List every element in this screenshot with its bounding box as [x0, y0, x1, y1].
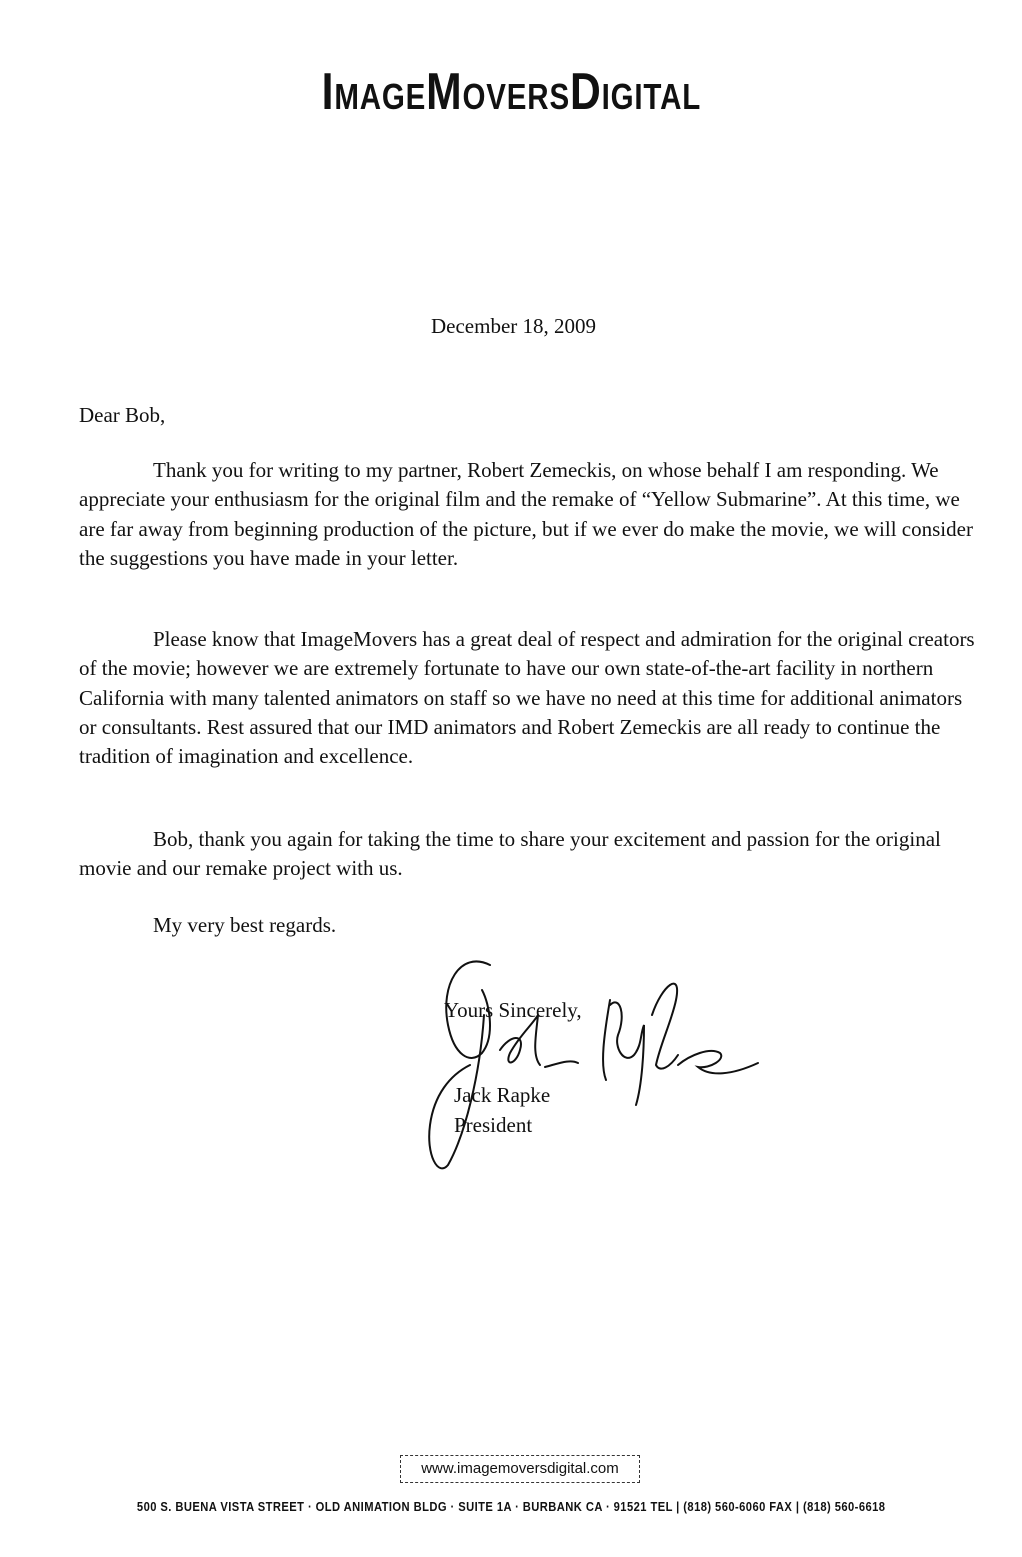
logo-word-movers: OVERS: [462, 76, 570, 117]
salutation: Dear Bob,: [79, 403, 166, 427]
paragraph-1: Thank you for writing to my partner, Robert Zemeckis, on whose behalf I am responding. We appreciate your enthusiasm for the original film and the remake of “Yellow Submarine”. At this time, we are far away from beginning production of the picture, but if we ever do make the movie, we will consider the suggestions you have made in your letter.: [79, 458, 973, 570]
logo-initial-m: M: [425, 63, 463, 121]
footer-address: [0, 1499, 1022, 1514]
logo-word-image: MAGE: [333, 76, 426, 117]
handwritten-signature-icon: [420, 955, 760, 1175]
logo-initial-i: I: [321, 63, 334, 121]
closing-line: My very best regards.: [153, 913, 337, 937]
logo-initial-d: D: [569, 63, 602, 121]
website-url: www.imagemoversdigital.com: [400, 1455, 640, 1483]
logo-word-digital: IGITAL: [601, 76, 701, 117]
footer-address-text: 500 S. BUENA VISTA STREET · OLD ANIMATION BLDG · SUITE 1A · BURBANK CA · 91521 TEL | (818) 560-6060 FAX | (818) 560-6618: [136, 1499, 886, 1514]
letterhead-logo: [0, 62, 1022, 122]
signer-name: Jack Rapke: [454, 1083, 551, 1108]
paragraph-3: Bob, thank you again for taking the time to share your excitement and passion for the original movie and our remake project with us.: [79, 827, 941, 881]
sign-off: Yours Sincerely,: [444, 998, 582, 1022]
paragraph-2: Please know that ImageMovers has a great deal of respect and admiration for the original creators of the movie; however we are extremely fortunate to have our own state-of-the-art facility in northern California with many talented animators on staff so we have no need at this time for additional animators or consultants. Rest assured that our IMD animators and Robert Zemeckis are all ready to continue the tradition of imagination and excellence.: [79, 627, 975, 769]
signer-title: President: [454, 1112, 533, 1137]
letter-date: December 18, 2009: [431, 314, 597, 338]
